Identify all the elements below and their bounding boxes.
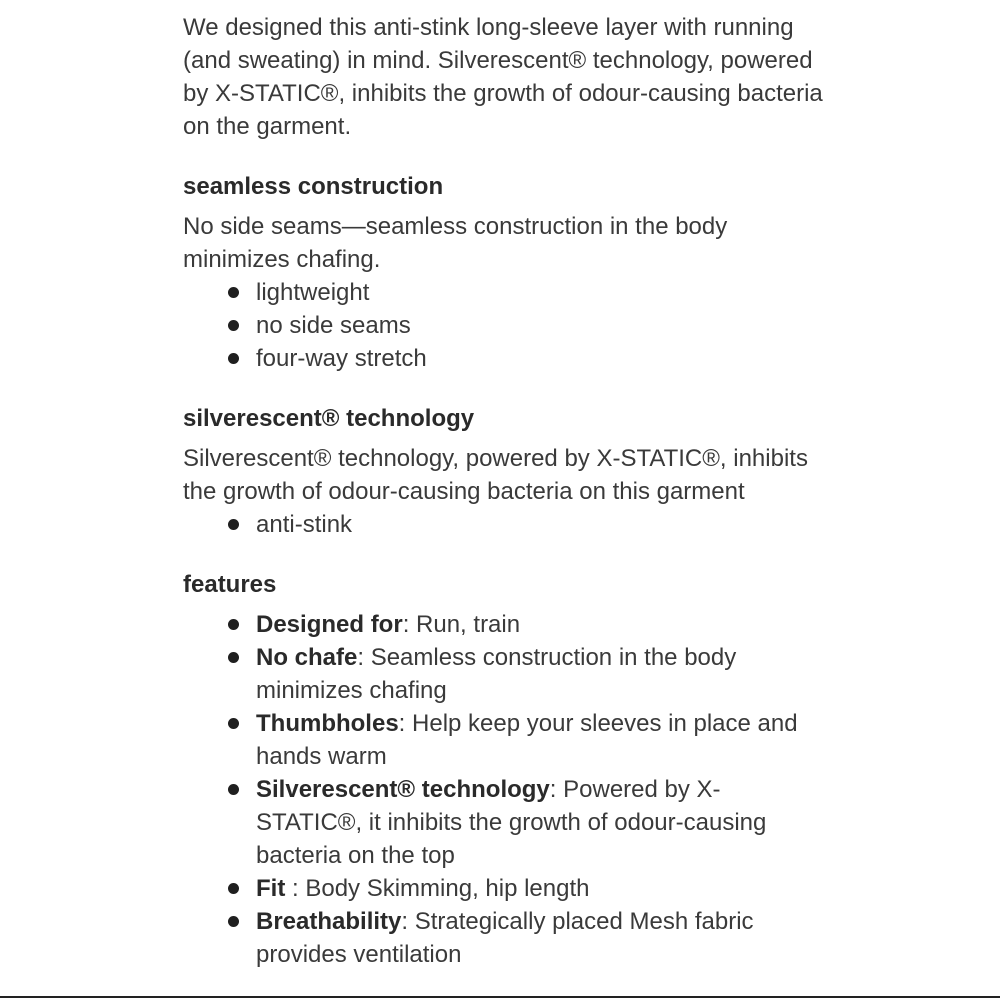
feature-label: Breathability — [256, 908, 402, 935]
feature-separator: : — [402, 611, 417, 638]
list-item: four-way stretch — [256, 342, 823, 375]
section-text: No side seams—seamless construction in the body minimizes chafing. — [183, 213, 728, 273]
feature-label: Thumbholes — [256, 710, 399, 737]
feature-text: Run, train — [416, 611, 521, 638]
feature-item — [256, 707, 823, 773]
feature-item — [256, 905, 823, 971]
feature-separator: : — [398, 710, 413, 737]
feature-separator: : — [285, 875, 306, 902]
feature-text: Seamless construction in the body minimizes chafing — [256, 644, 737, 704]
intro-paragraph: We designed this anti-stink long-sleeve layer with running (and sweating) in mind. Silverescent® technology, powered by X-STATIC®, inhibits the growth of odour-causing bacteria on the garment. — [183, 14, 823, 140]
section-heading: features — [183, 571, 277, 598]
feature-item — [256, 641, 823, 707]
section-seamless-construction — [183, 170, 823, 375]
feature-item — [256, 608, 823, 641]
feature-label: Designed for — [256, 611, 403, 638]
section-features — [183, 568, 823, 971]
feature-text: Powered by X-STATIC®, it inhibits the growth of odour-causing bacteria on the top — [256, 776, 767, 869]
feature-separator: : — [401, 908, 415, 935]
section-heading: seamless construction — [183, 173, 444, 200]
feature-text: Body Skimming, hip length — [305, 875, 590, 902]
product-description — [183, 11, 823, 971]
list-item: anti-stink — [256, 508, 823, 541]
feature-text: Help keep your sleeves in place and hands warm — [256, 710, 798, 770]
feature-label: Silverescent® technology — [256, 776, 550, 803]
feature-item — [256, 872, 823, 905]
feature-text: Strategically placed Mesh fabric provides ventilation — [256, 908, 754, 968]
bottom-divider — [0, 996, 1000, 998]
feature-separator: : — [549, 776, 564, 803]
feature-item — [256, 773, 823, 872]
feature-label: No chafe — [256, 644, 358, 671]
list-item: no side seams — [256, 309, 823, 342]
list-item: lightweight — [256, 276, 823, 309]
feature-label: Fit — [256, 875, 286, 902]
section-text: Silverescent® technology, powered by X-STATIC®, inhibits the growth of odour-causing bacteria on this garment — [183, 445, 808, 505]
section-silverescent-technology — [183, 402, 823, 541]
bullet-list — [183, 508, 823, 541]
features-list — [183, 608, 823, 971]
bullet-list — [183, 276, 823, 375]
feature-separator: : — [357, 644, 371, 671]
section-heading: silverescent® technology — [183, 405, 475, 432]
